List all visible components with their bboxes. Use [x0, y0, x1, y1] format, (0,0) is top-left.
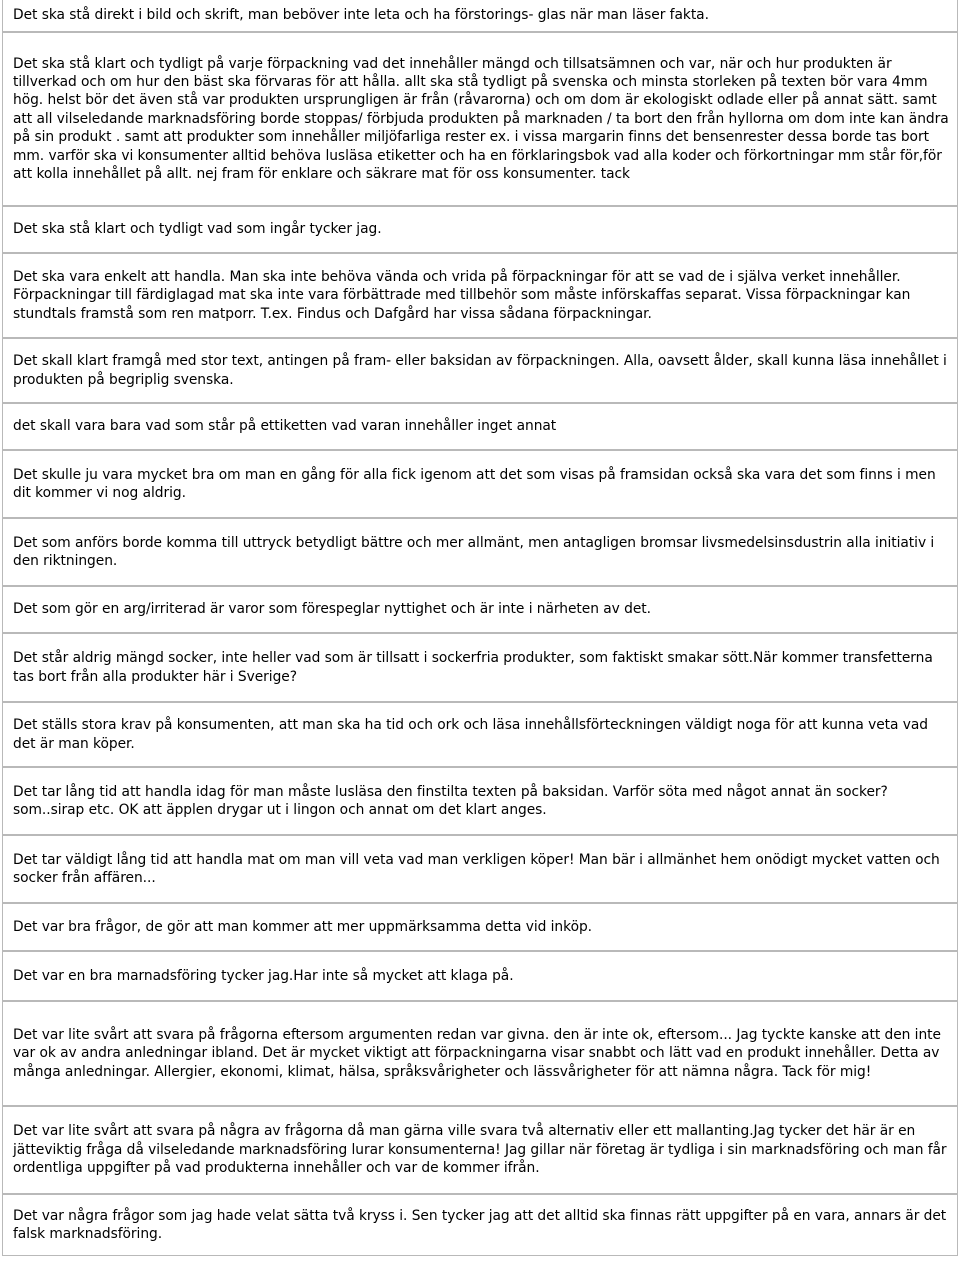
response-text: Det ska stå klart och tydligt vad som ingår tycker jag. [13, 221, 382, 238]
response-row [2, 702, 958, 767]
response-text: Det var lite svårt att svara på några av frågorna då man gärna ville svara två alternativ eller ett mallanting.Jag tycker det här är en jätteviktig fråga då vilseledande marknadsföring lurar konsumenterna! Jag gillar när företag är tydliga i sin marknadsföring och man får ordentliga uppgifter på vad produkterna innehåller och var de kommer ifrån. [13, 1123, 947, 1177]
response-row [2, 835, 958, 903]
response-text: Det var en bra marnadsföring tycker jag.Har inte så mycket att klaga på. [13, 967, 514, 984]
response-text: Det som anförs borde komma till uttryck betydligt bättre och mer allmänt, men antagligen bromsar livsmedelsinsdustrin alla initiativ i den riktningen. [13, 534, 935, 569]
response-text: Det står aldrig mängd socker, inte heller vad som är tillsatt i sockerfria produkter, som faktiskt smakar sött.När kommer transfetterna tas bort från alla produkter här i Sverige? [13, 650, 933, 685]
response-text: Det var lite svårt att svara på frågorna eftersom argumenten redan var givna. den är inte ok, eftersom... Jag tyckte kanske att den inte var ok av andra anledningar ibland. Det är mycket viktigt att förpackningarna visar snabbt och lätt vad en produkt innehåller. Detta av många anledningar. Allergier, ekonomi, klimat, hälsa, språksvårigheter och lässvårigheter för att nämna några. Tack för mig! [13, 1026, 941, 1080]
response-row [2, 32, 958, 206]
response-text: Det skulle ju vara mycket bra om man en gång för alla fick igenom att det som visas på framsidan också ska vara det som finns i men dit kommer vi nog aldrig. [13, 466, 936, 501]
response-text: Det ska stå klart och tydligt på varje förpackning vad det innehåller mängd och tillsatsämnen och var, när och hur produkten är tillverkad och om hur den bäst ska förvaras för att hålla. allt ska stå tydligt på svenska och minsta storleken på texten bör vara 4mm hög. helst bör det även stå var produkten ursprungligen är från (råvarorna) och om dom är ekologiskt odlade eller på annat sätt. samt att all vilseledande marknadsföring borde stoppas/ förbjuda produkten på marknaden / ta bort den från hyllorna om dom inte kan ändra på sin produkt . samt att produkter som innehåller miljöfarliga rester ex. i vissa margarin finns det bensenrester dessa borde tas bort mm. varför ska vi konsumenter alltid behöva lusläsa etiketter och ha en förklaringsbok vad alla koder och förkortningar mm står för,för att kolla innehållet på allt. nej fram för enklare och säkrare mat för oss konsumenter. tack [13, 55, 949, 183]
response-row [2, 951, 958, 1001]
response-row [2, 767, 958, 835]
response-row [2, 403, 958, 450]
response-row [2, 633, 958, 702]
response-row [2, 0, 958, 32]
response-text: Det skall klart framgå med stor text, antingen på fram- eller baksidan av förpackningen. Alla, oavsett ålder, skall kunna läsa innehållet i produkten på begriplig svenska. [13, 353, 947, 388]
response-row [2, 1001, 958, 1106]
response-row [2, 338, 958, 403]
response-text: Det ska vara enkelt att handla. Man ska inte behöva vända och vrida på förpackningar för att se vad de i själva verket innehåller. Förpackningar till färdiglagad mat ska inte vara förbättrade med tillbehör som måste införskaffas separat. Vissa förpackningar kan stundtals framstå som ren matporr. T.ex. Findus och Dafgård har vissa sådana förpackningar. [13, 268, 911, 322]
response-row [2, 903, 958, 951]
response-text: Det var några frågor som jag hade velat sätta två kryss i. Sen tycker jag att det alltid ska finnas rätt uppgifter på en vara, annars är det falsk marknadsföring. [13, 1207, 947, 1242]
response-row [2, 253, 958, 338]
response-row [2, 518, 958, 586]
response-text: Det tar väldigt lång tid att handla mat om man vill veta vad man verkligen köper! Man bär i allmänhet hem onödigt mycket vatten och socker från affären... [13, 851, 940, 886]
response-row [2, 206, 958, 253]
response-text: Det tar lång tid att handla idag för man måste lusläsa den finstilta texten på baksidan. Varför söta med något annat än socker? som..sirap etc. OK att äpplen drygar ut i lingon och annat om det klart anges. [13, 783, 888, 818]
response-row [2, 1106, 958, 1194]
response-text: Det var bra frågor, de gör att man kommer att mer uppmärksamma detta vid inköp. [13, 918, 593, 935]
response-row [2, 586, 958, 633]
response-row [2, 1194, 958, 1256]
response-text: det skall vara bara vad som står på ettiketten vad varan innehåller inget annat [13, 418, 557, 435]
response-text: Det som gör en arg/irriterad är varor som förespeglar nyttighet och är inte i närheten av det. [13, 601, 651, 618]
response-text: Det ska stå direkt i bild och skrift, man beböver inte leta och ha förstorings- glas när man läser fakta. [13, 7, 709, 23]
response-row [2, 450, 958, 518]
response-text: Det ställs stora krav på konsumenten, att man ska ha tid och ork och läsa innehållsförteckningen väldigt noga för att kunna veta vad det är man köper. [13, 717, 928, 752]
